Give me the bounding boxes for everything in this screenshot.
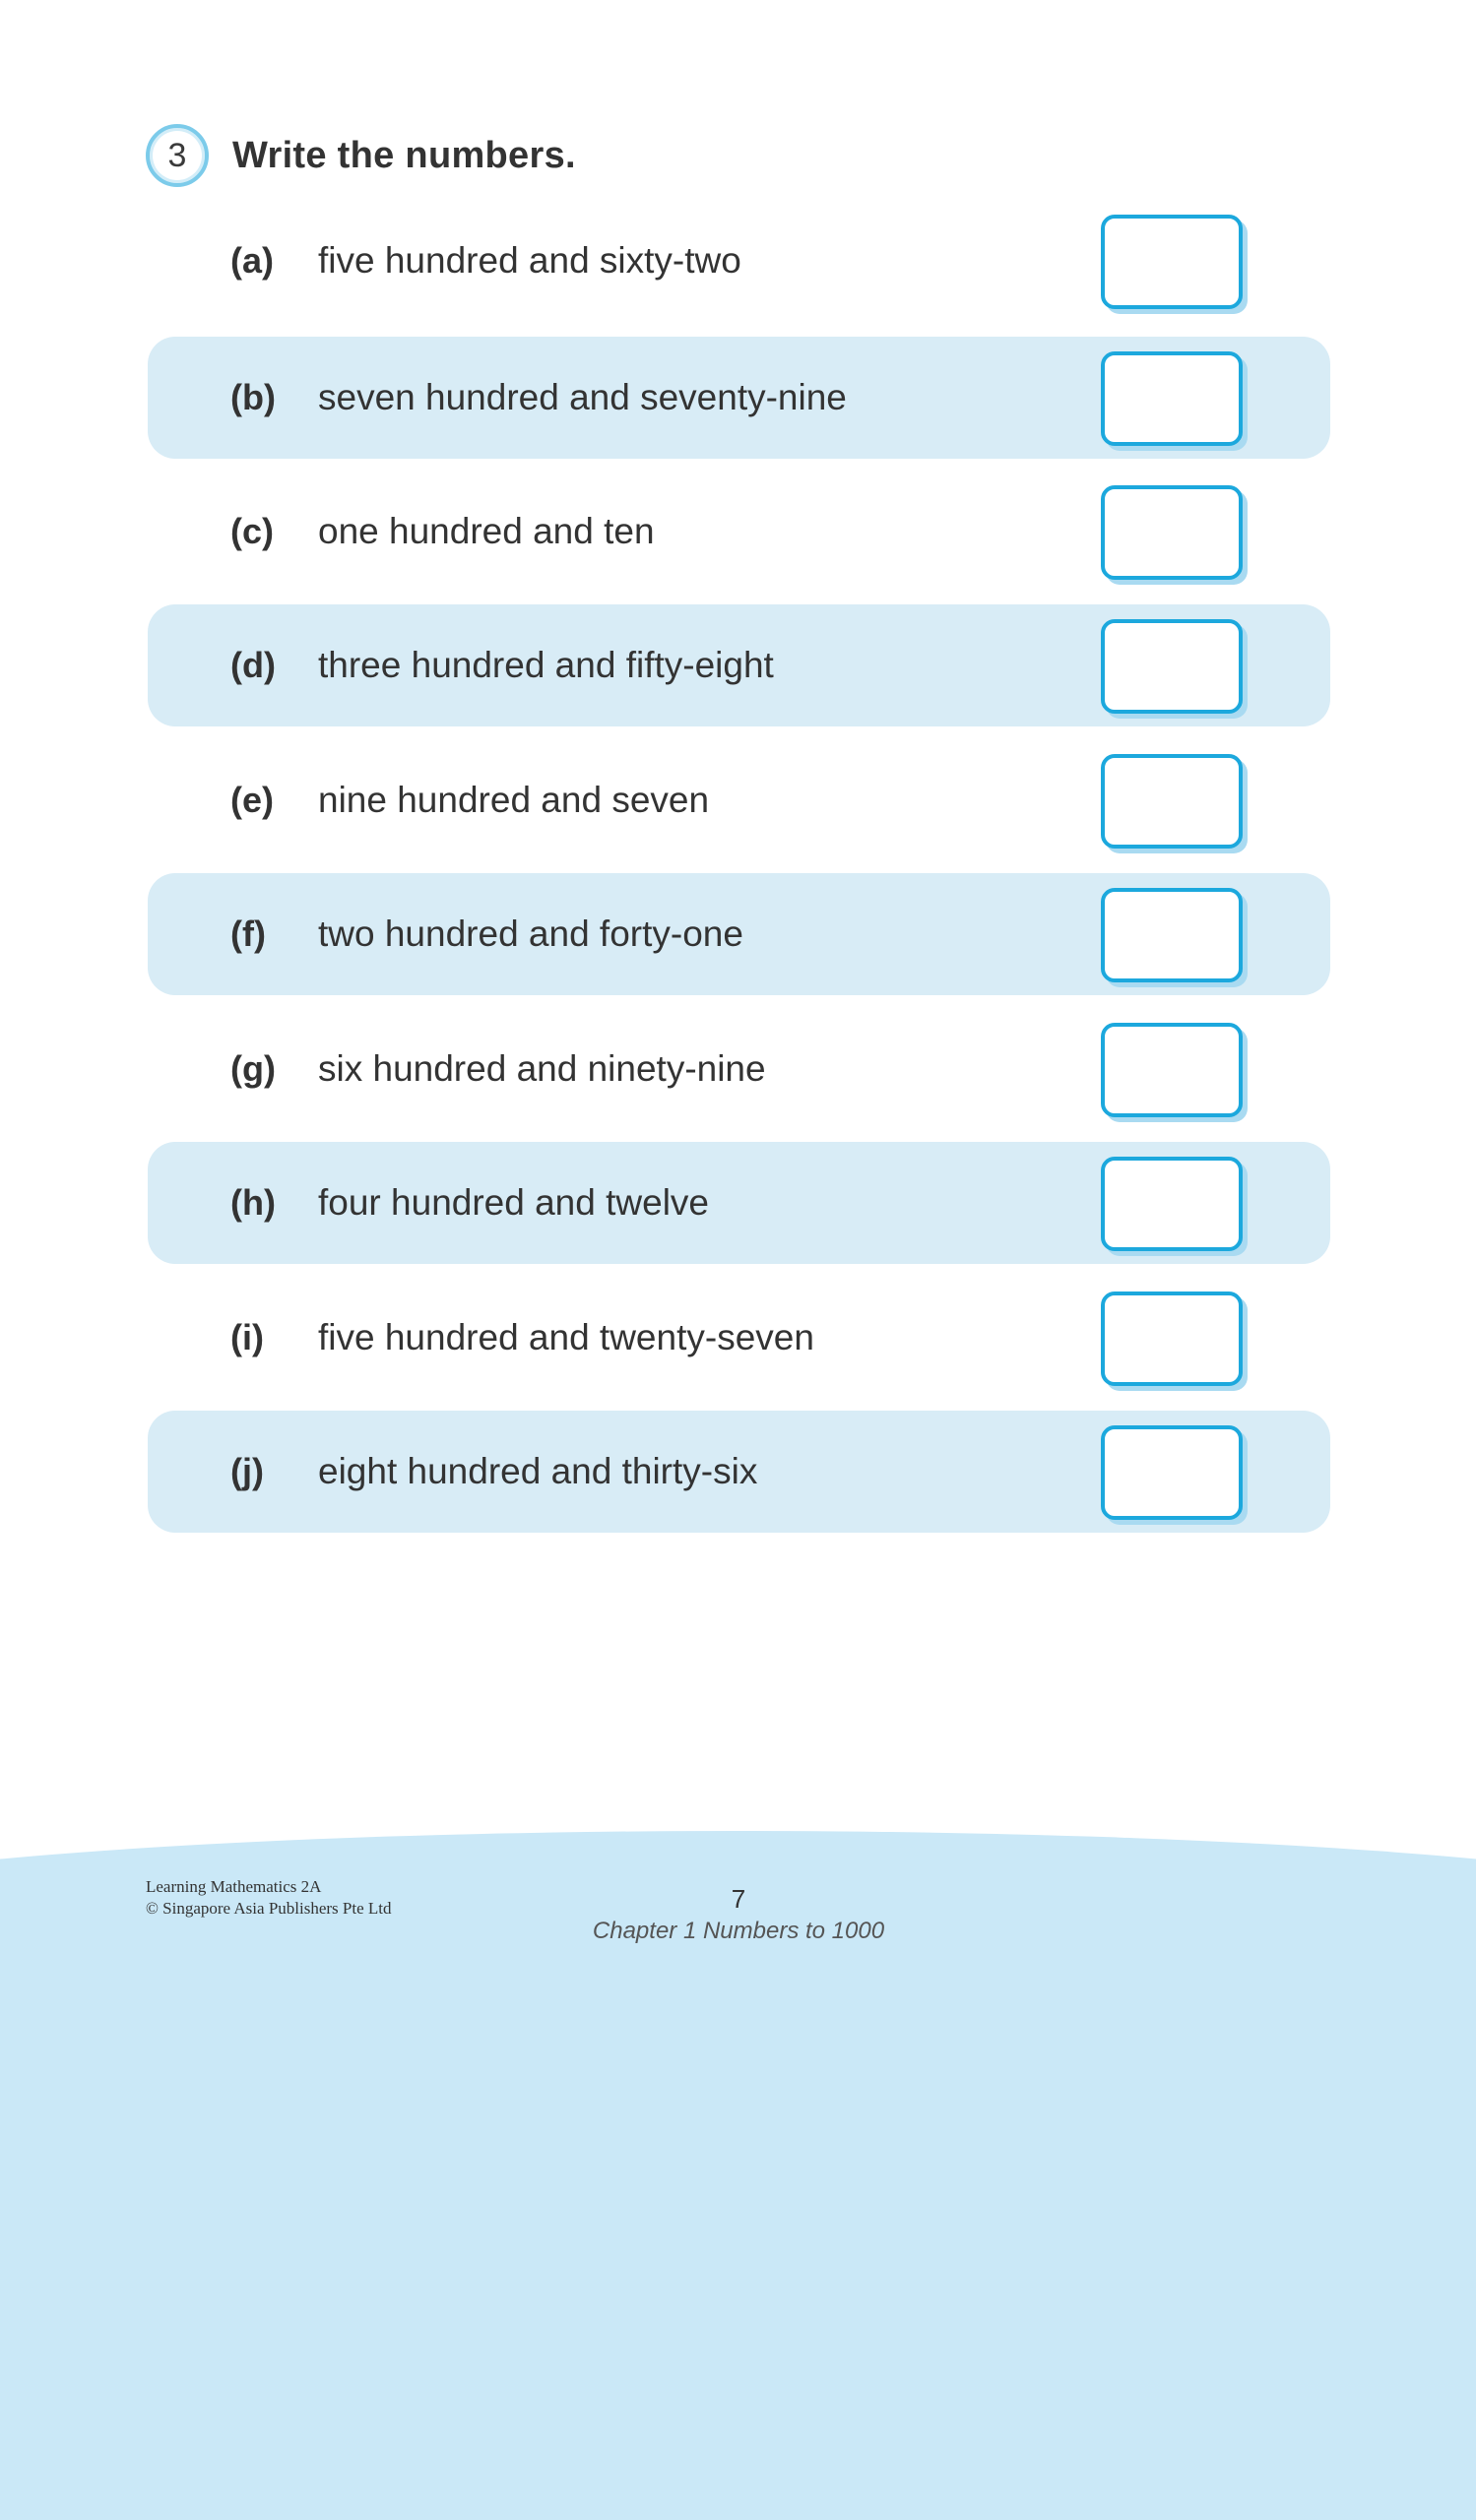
item-letter: (e) — [230, 780, 274, 820]
page-number: 7 — [731, 1884, 746, 1914]
item-letter: (b) — [230, 377, 276, 417]
answer-box-g[interactable] — [1101, 1023, 1243, 1117]
item-text: three hundred and fifty-eight — [318, 645, 774, 685]
item-text: eight hundred and thirty-six — [318, 1451, 758, 1491]
question-row-f — [148, 873, 1330, 995]
item-text: four hundred and twelve — [318, 1182, 709, 1223]
question-row-b — [148, 337, 1330, 459]
answer-box-b[interactable] — [1101, 351, 1243, 446]
question-row-e — [148, 739, 1330, 861]
question-number-badge: 3 — [146, 124, 209, 187]
question-row-g — [148, 1008, 1330, 1130]
chapter-label: Chapter 1 Numbers to 1000 — [592, 1918, 885, 1944]
question-row-h — [148, 1142, 1330, 1264]
item-text: six hundred and ninety-nine — [318, 1048, 766, 1089]
answer-box-j[interactable] — [1101, 1425, 1243, 1520]
book-title: Learning Mathematics 2A — [146, 1877, 322, 1896]
item-letter: (a) — [230, 240, 274, 281]
question-row-j — [148, 1411, 1330, 1533]
question-header — [146, 124, 576, 187]
item-letter: (j) — [230, 1451, 264, 1491]
item-text: nine hundred and seven — [318, 780, 710, 820]
question-row-a — [148, 200, 1330, 322]
item-text: two hundred and forty-one — [318, 914, 743, 954]
item-letter: (d) — [230, 645, 276, 685]
copyright-line: © Singapore Asia Publishers Pte Ltd — [146, 1899, 392, 1918]
item-text: five hundred and sixty-two — [318, 240, 741, 281]
item-text: one hundred and ten — [318, 511, 655, 551]
item-text: seven hundred and seventy-nine — [318, 377, 847, 417]
question-row-d — [148, 604, 1330, 726]
answer-box-c[interactable] — [1101, 485, 1243, 580]
question-row-i — [148, 1277, 1330, 1399]
item-letter: (i) — [230, 1317, 264, 1357]
answer-box-e[interactable] — [1101, 754, 1243, 849]
answer-box-a[interactable] — [1101, 215, 1243, 309]
item-letter: (f) — [230, 914, 266, 954]
item-letter: (g) — [230, 1048, 276, 1089]
question-title: Write the numbers. — [232, 134, 576, 176]
item-letter: (c) — [230, 511, 274, 551]
item-letter: (h) — [230, 1182, 276, 1223]
question-row-c — [148, 471, 1330, 593]
answer-box-i[interactable] — [1101, 1292, 1243, 1386]
item-text: five hundred and twenty-seven — [318, 1317, 814, 1357]
answer-box-h[interactable] — [1101, 1157, 1243, 1251]
answer-box-f[interactable] — [1101, 888, 1243, 982]
answer-box-d[interactable] — [1101, 619, 1243, 714]
footer-credits — [146, 1876, 392, 1920]
